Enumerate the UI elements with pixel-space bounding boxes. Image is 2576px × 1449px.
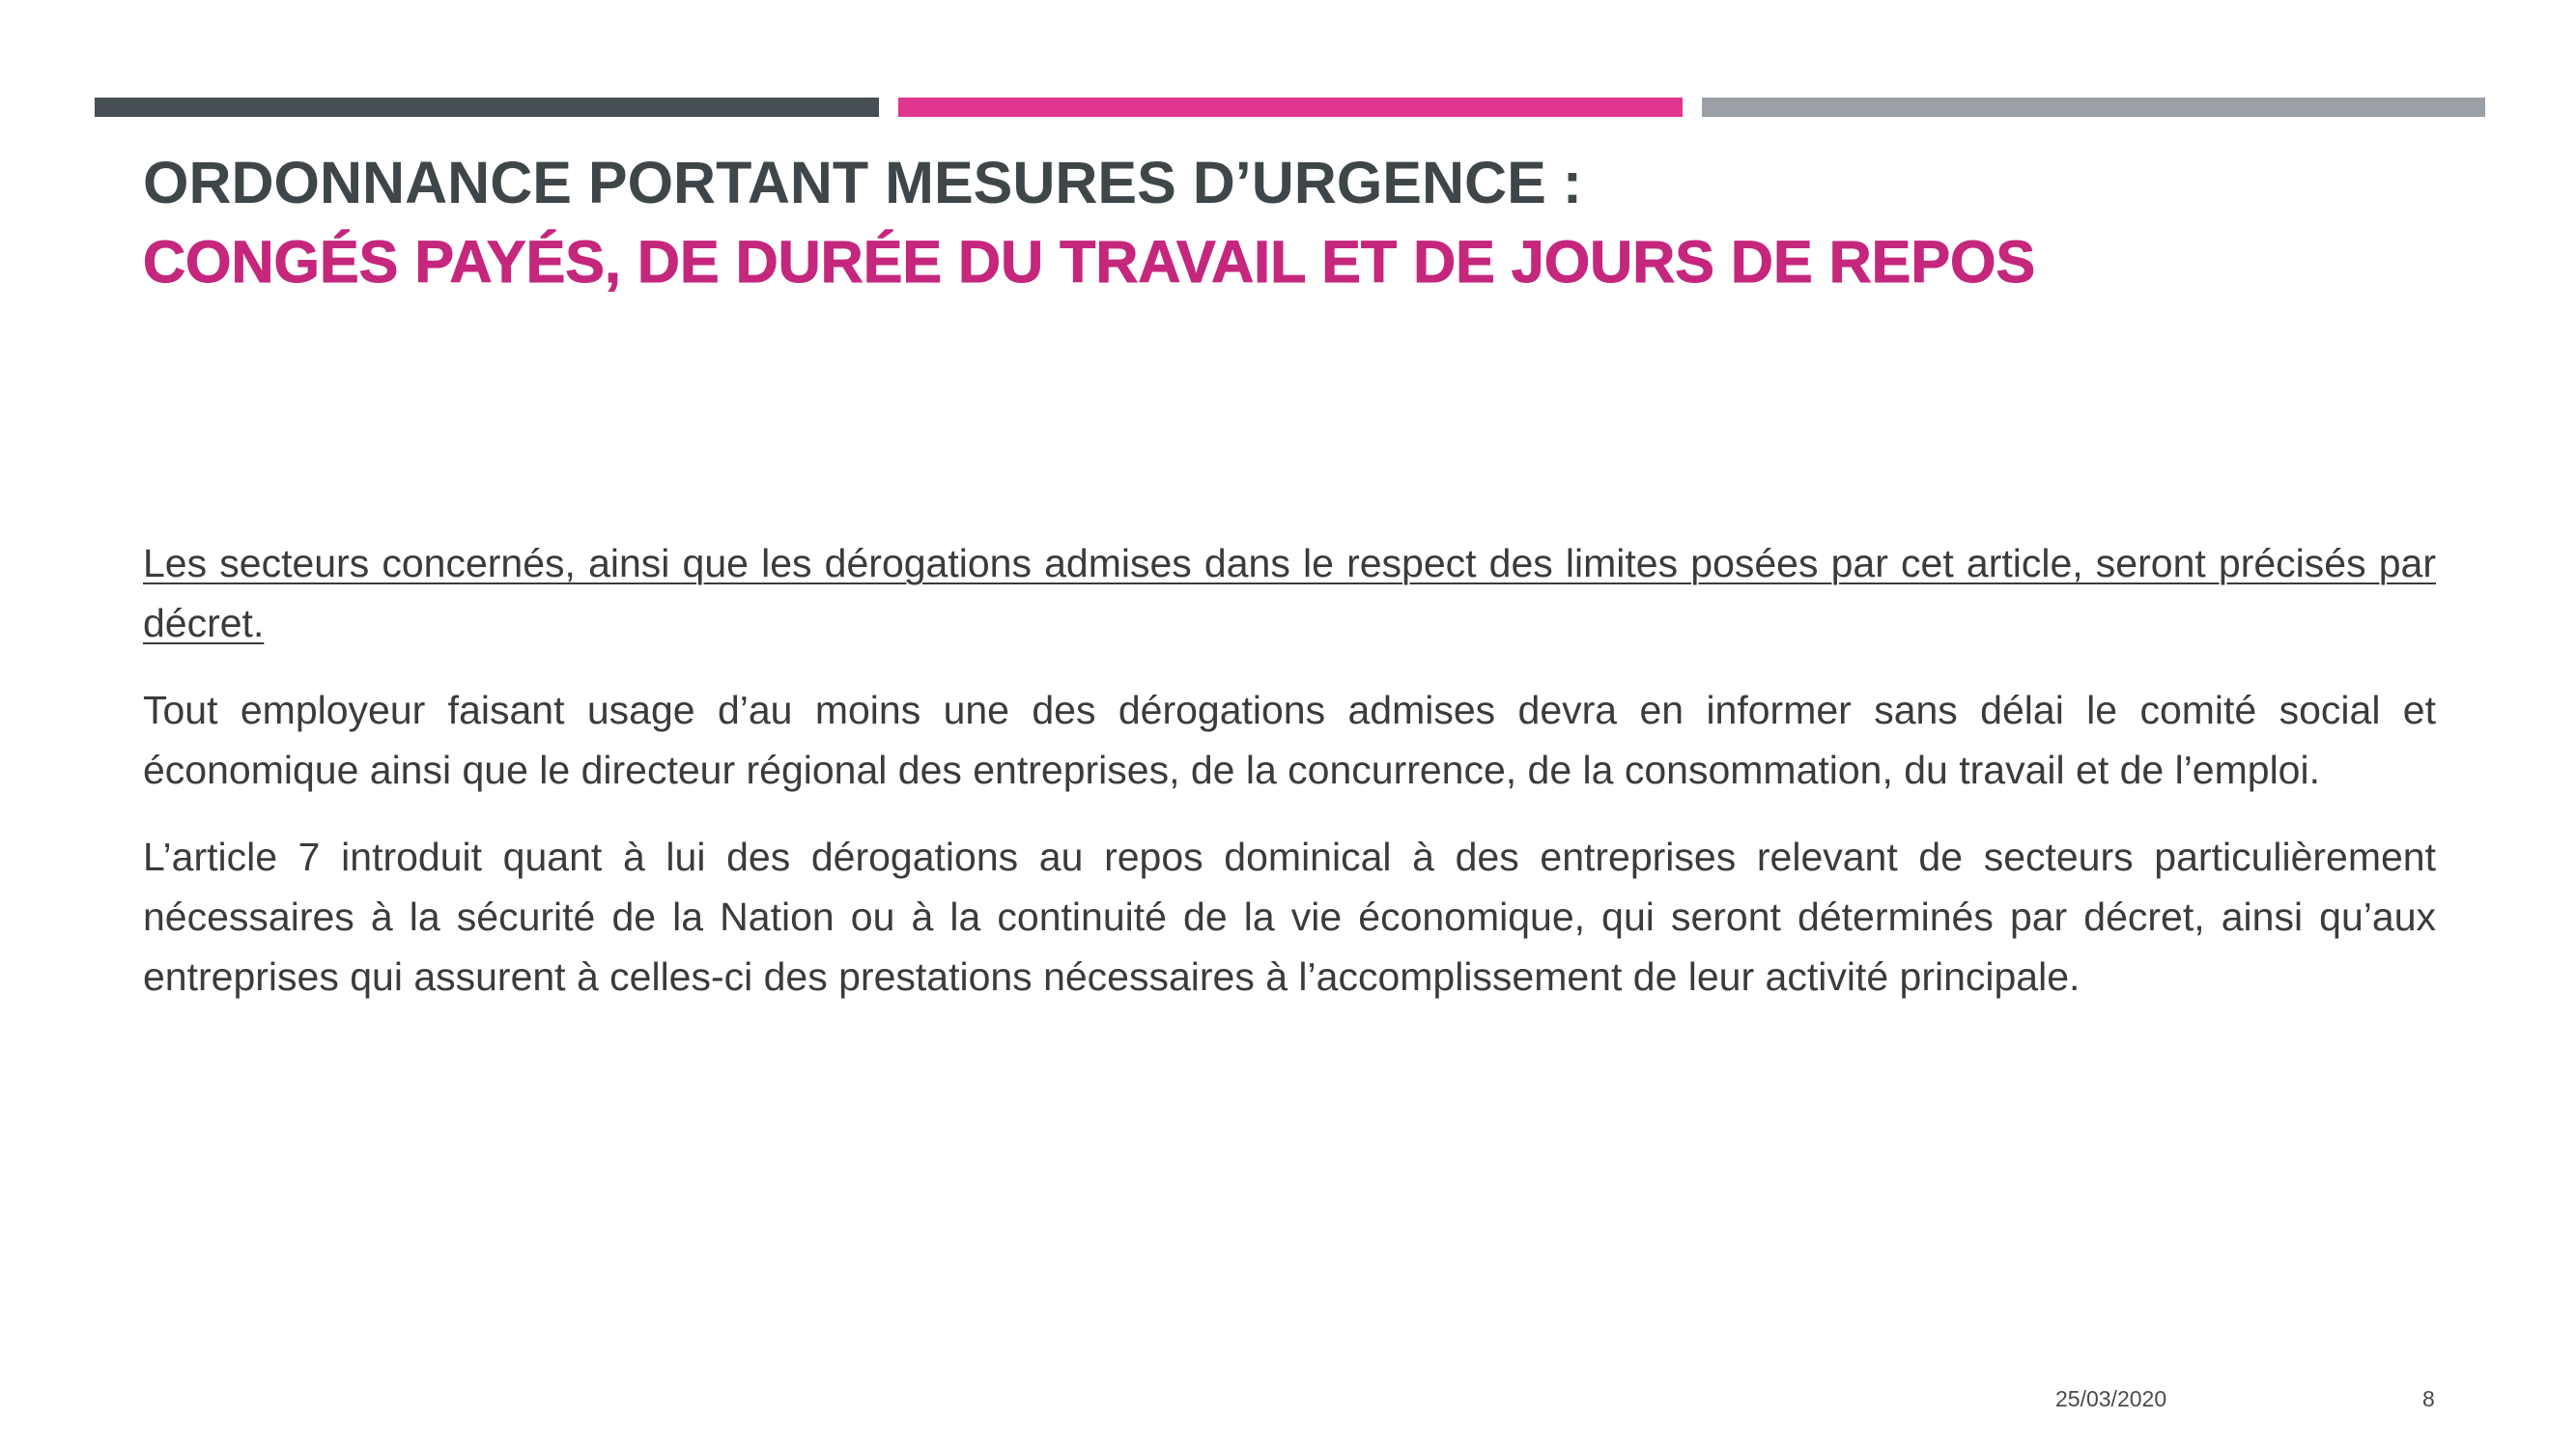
slide-title-line-2: CONGÉS PAYÉS, DE DURÉE DU TRAVAIL ET DE JOURS DE REPOS [143,229,2036,295]
slide-title-line-1: ORDONNANCE PORTANT MESURES D’URGENCE : [143,150,1583,215]
paragraph-sectors: Les secteurs concernés, ainsi que les dérogations admises dans le respect des limites posées par cet article, seront précisés par décret. [143,541,2436,645]
paragraph-employer-notice: Tout employeur faisant usage d’au moins une des dérogations admises devra en informer sans délai le comité social et économique ainsi que le directeur régional des entreprises, de la concurrence, de la consommation, du travail et de l’emploi. [143,688,2436,792]
header-bar-light [1702,98,2485,117]
paragraph-article-7: L’article 7 introduit quant à lui des dérogations au repos dominical à des entreprises relevant de secteurs particulièrement nécessaires à la sécurité de la Nation ou à la continuité de la vie économique, qui seront déterminés par décret, ainsi qu’aux entreprises qui assurent à celles-ci des prestations nécessaires à l’accomplissement de leur activité principale. [143,835,2436,999]
slide-title [143,143,2461,301]
footer-date: 25/03/2020 [2055,1386,2167,1411]
slide-body [143,533,2436,1034]
footer-page-number: 8 [2422,1386,2435,1411]
header-bar-accent [898,98,1683,117]
header-bar-dark [95,98,879,117]
